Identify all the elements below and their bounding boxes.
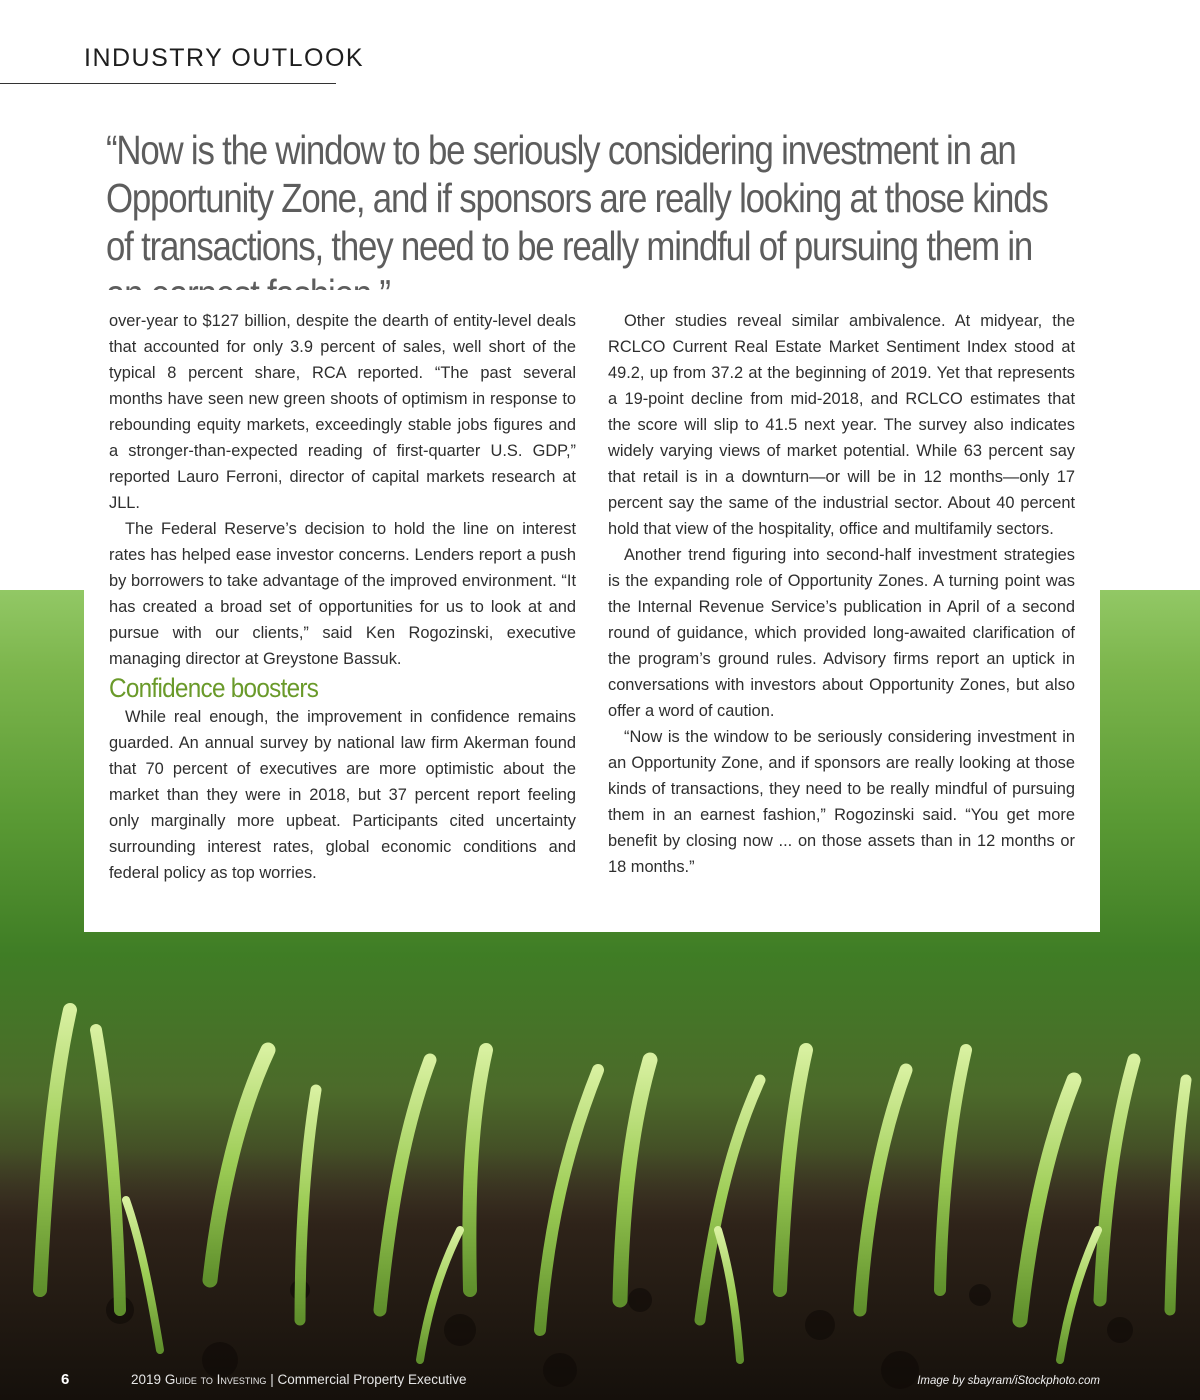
footer-page-number: 6: [61, 1371, 70, 1388]
subhead-confidence-boosters: Confidence boosters: [109, 673, 319, 703]
article-column-left: [109, 308, 576, 886]
section-rule: [0, 83, 336, 84]
left-paragraph-2: The Federal Reserve’s decision to hold the line on interest rates has helped ease investor concerns. Lenders report a push by borrowers to take advantage of the improved environment. “It has created a broad set of opportunities for us to look at and pursue with our clients,” said Ken Rogozinski, executive managing director at Greystone Bassuk.: [109, 520, 576, 668]
pull-quote-text: “Now is the window to be seriously considering investment in an Opportunity Zone, and if sponsors are really looking at those kinds of transactions, they need to be really mindful of pursuing them in: [106, 127, 1048, 269]
right-paragraph-1: Other studies reveal similar ambivalence. At midyear, the RCLCO Current Real Estate Market Sentiment Index stood at 49.2, up from 37.2 at the beginning of 2019. Yet that represents a 19-point decline from mid-2018, and RCLCO estimates that the score will slip to 41.5 next year. The survey also indicates widely varying views of market potential. While 63 percent say that retail is in a downturn—or will be in 12 months—only 17 percent say the same of the industrial sector. About 40 percent hold that view of the hospitality, office and multifamily sectors.: [608, 312, 1075, 538]
footer-photo-credit: Image by sbayram/iStockphoto.com: [917, 1375, 1100, 1387]
right-paragraph-2: Another trend figuring into second-half investment strategies is the expanding role of Opportunity Zones. A turning point was the Internal Revenue Service’s publication in April of a second round of guidance, which provided long-awaited clarification of the program’s ground rules. Advisory firms report an uptick in conversations with investors about Opportunity Zones, but also offer a word of caution.: [608, 546, 1075, 720]
footer-magazine: Commercial Property Executive: [277, 1372, 467, 1387]
footer-guide: Guide to Investing: [164, 1372, 267, 1387]
footer-magazine-line: [131, 1372, 467, 1387]
footer-year: 2019: [131, 1372, 162, 1387]
article-column-right: [608, 308, 1075, 880]
right-paragraph-3: “Now is the window to be seriously considering investment in an Opportunity Zone, and if sponsors are really looking at those kinds of transactions, they need to be really mindful of pursuing them in an earnest fashion,” Rogozinski said. “You get more benefit by closing now ... on those assets than in 12 months or 18 months.”: [608, 728, 1075, 876]
footer-separator: |: [270, 1372, 274, 1387]
left-paragraph-1: over-year to $127 billion, despite the dearth of entity-level deals that accounted for only 3.9 percent of sales, well short of the typical 8 percent share, RCA reported. “The past several months have seen new green shoots of optimism in response to rebounding equity markets, exceedingly stable jobs figures and a stronger-than-expected reading of first-quarter U.S. GDP,” reported Lauro Ferroni, director of capital markets research at JLL.: [109, 312, 576, 512]
left-paragraph-3: While real enough, the improvement in confidence remains guarded. An annual survey by national law firm Akerman found that 70 percent of executives are more optimistic about the market than they were in 2018, but 37 percent report feeling only marginally more upbeat. Participants cited uncertainty surrounding interest rates, global economic conditions and federal policy as top worries.: [109, 708, 576, 882]
section-header: INDUSTRY OUTLOOK: [84, 44, 365, 72]
